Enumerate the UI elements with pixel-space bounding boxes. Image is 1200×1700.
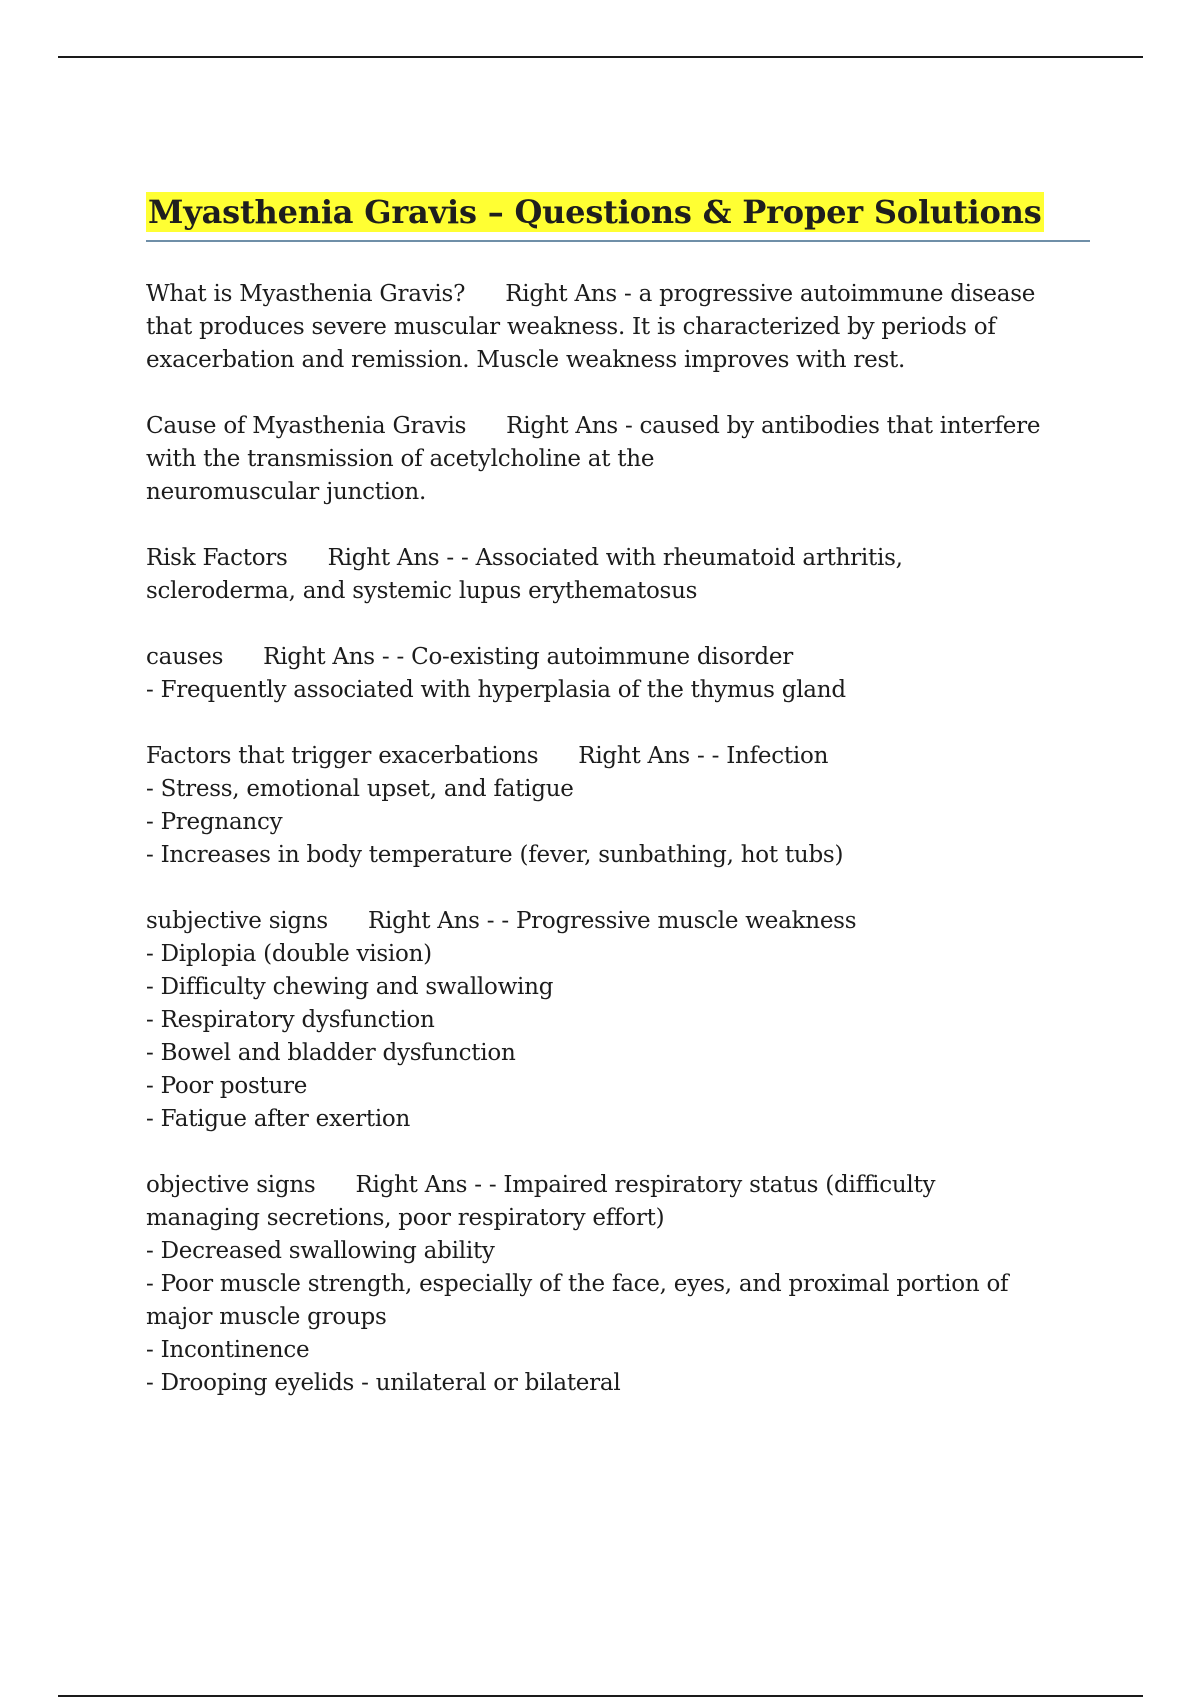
answer-line: - Poor muscle strength, especially of the face, eyes, and proximal portion of: [146, 1271, 1009, 1297]
title-block: [146, 192, 1090, 242]
answer-line: - Poor posture: [146, 1073, 308, 1099]
answer-line: - Increases in body temperature (fever, sunbathing, hot tubs): [146, 842, 844, 868]
answer-line: major muscle groups: [146, 1304, 387, 1330]
question: Factors that trigger exacerbations: [146, 743, 539, 769]
answer-first-line: Right Ans - - Infection: [578, 743, 829, 769]
qa-item: [146, 905, 1090, 1136]
qa-item: [146, 1169, 1090, 1400]
question: What is Myasthenia Gravis?: [146, 281, 466, 307]
qa-item: [146, 641, 1090, 707]
answer-line: - Decreased swallowing ability: [146, 1238, 495, 1264]
question: subjective signs: [146, 908, 328, 934]
question: causes: [146, 644, 224, 670]
question: Risk Factors: [146, 545, 288, 571]
answer-line: neuromuscular junction.: [146, 479, 427, 505]
answer-first-line: Right Ans - caused by antibodies that interfere: [506, 413, 1041, 439]
document-title: Myasthenia Gravis – Questions & Proper Solutions: [148, 193, 1042, 231]
footer-rule: [58, 1695, 1143, 1697]
question: objective signs: [146, 1172, 316, 1198]
answer-line: - Stress, emotional upset, and fatigue: [146, 776, 574, 802]
question: Cause of Myasthenia Gravis: [146, 413, 467, 439]
answer-line: - Frequently associated with hyperplasia of the thymus gland: [146, 677, 846, 703]
answer-line: - Incontinence: [146, 1337, 310, 1363]
answer-line: - Pregnancy: [146, 809, 283, 835]
qa-list: [146, 278, 1090, 1400]
answer-line: managing secretions, poor respiratory effort): [146, 1205, 665, 1231]
document-body: [146, 192, 1090, 1433]
answer-line: - Fatigue after exertion: [146, 1106, 411, 1132]
answer-first-line: Right Ans - - Co-existing autoimmune disorder: [263, 644, 793, 670]
header-rule: [58, 56, 1143, 58]
answer-line: that produces severe muscular weakness. It is characterized by periods of: [146, 314, 996, 340]
answer-first-line: Right Ans - - Progressive muscle weakness: [367, 908, 857, 934]
qa-item: [146, 410, 1090, 509]
answer-first-line: Right Ans - a progressive autoimmune disease: [505, 281, 1036, 307]
qa-item: [146, 542, 1090, 608]
answer-line: - Diplopia (double vision): [146, 941, 432, 967]
answer-first-line: Right Ans - - Associated with rheumatoid arthritis,: [327, 545, 903, 571]
answer-line: with the transmission of acetylcholine at the: [146, 446, 655, 472]
answer-line: exacerbation and remission. Muscle weakness improves with rest.: [146, 347, 906, 373]
qa-item: [146, 278, 1090, 377]
answer-line: - Drooping eyelids - unilateral or bilateral: [146, 1370, 621, 1396]
answer-line: - Bowel and bladder dysfunction: [146, 1040, 516, 1066]
answer-line: scleroderma, and systemic lupus erythematosus: [146, 578, 698, 604]
answer-line: - Respiratory dysfunction: [146, 1007, 435, 1033]
answer-first-line: Right Ans - - Impaired respiratory status (difficulty: [355, 1172, 936, 1198]
answer-line: - Difficulty chewing and swallowing: [146, 974, 554, 1000]
qa-item: [146, 740, 1090, 872]
